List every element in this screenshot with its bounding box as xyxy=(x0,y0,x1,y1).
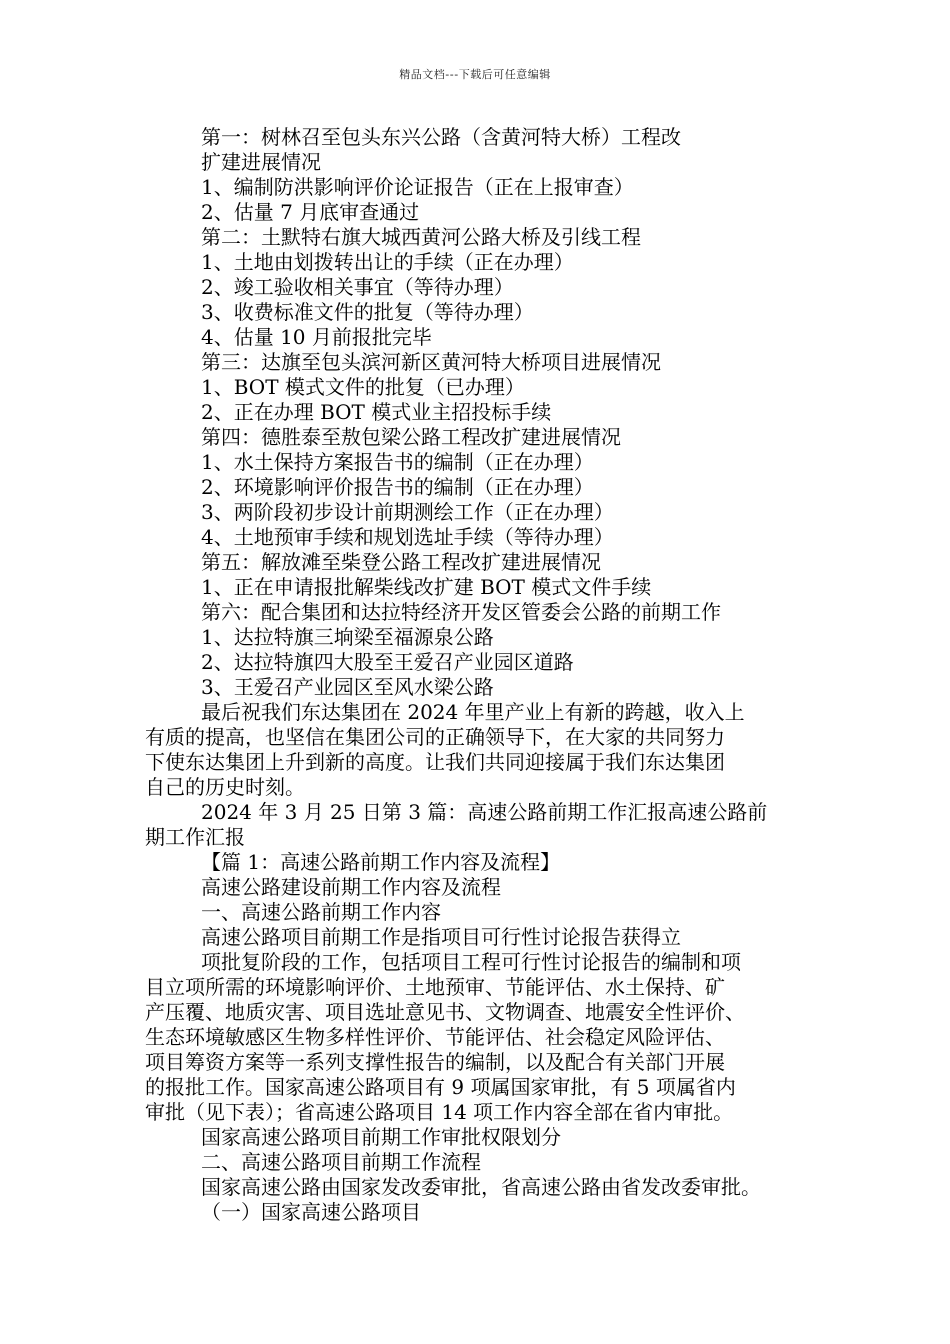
list-item: 1、水土保持方案报告书的编制（正在办理） xyxy=(201,450,594,474)
list-item: 2、达拉特旗四大股至王爱召产业园区道路 xyxy=(201,650,574,674)
list-item: 4、土地预审手续和规划选址手续（等待办理） xyxy=(201,525,614,549)
section-heading: 第五：解放滩至柴登公路工程改扩建进展情况 xyxy=(201,550,601,574)
paragraph-line: 有质的提高，也坚信在集团公司的正确领导下，在大家的共同努力 xyxy=(145,725,725,749)
list-item: 3、王爱召产业园区至风水梁公路 xyxy=(201,675,494,699)
section-heading: （一）国家高速公路项目 xyxy=(201,1200,421,1224)
paragraph-line: 期工作汇报 xyxy=(145,825,245,849)
section-heading: 第四：德胜泰至敖包梁公路工程改扩建进展情况 xyxy=(201,425,621,449)
section-heading: 第二：土默特右旗大城西黄河公路大桥及引线工程 xyxy=(201,225,641,249)
list-item: 1、达拉特旗三垧梁至福源泉公路 xyxy=(201,625,494,649)
section-heading: 第六：配合集团和达拉特经济开发区管委会公路的前期工作 xyxy=(201,600,721,624)
paragraph-line: 生态环境敏感区生物多样性评价、节能评估、社会稳定风险评估、 xyxy=(145,1025,725,1049)
section-heading: 第一：树林召至包头东兴公路（含黄河特大桥）工程改 xyxy=(201,125,681,149)
paragraph-line: 下使东达集团上升到新的高度。让我们共同迎接属于我们东达集团 xyxy=(145,750,725,774)
list-item: 1、土地由划拨转出让的手续（正在办理） xyxy=(201,250,574,274)
list-item: 3、收费标准文件的批复（等待办理） xyxy=(201,300,534,324)
list-item: 2、正在办理 BOT 模式业主招投标手续 xyxy=(201,400,552,424)
paragraph-line: 项目筹资方案等一系列支撑性报告的编制，以及配合有关部门开展 xyxy=(145,1050,725,1074)
list-item: 1、正在申请报批解柴线改扩建 BOT 模式文件手续 xyxy=(201,575,652,599)
section-heading: 一、高速公路前期工作内容 xyxy=(201,900,441,924)
paragraph-line: 产压覆、地质灾害、项目选址意见书、文物调查、地震安全性评价、 xyxy=(145,1000,745,1024)
list-item: 3、两阶段初步设计前期测绘工作（正在办理） xyxy=(201,500,614,524)
section-heading: 高速公路建设前期工作内容及流程 xyxy=(201,875,501,899)
list-item: 1、BOT 模式文件的批复（已办理） xyxy=(201,375,525,399)
list-item: 2、竣工验收相关事宜（等待办理） xyxy=(201,275,514,299)
text-line: 扩建进展情况 xyxy=(201,150,321,174)
section-heading: 国家高速公路项目前期工作审批权限划分 xyxy=(201,1125,561,1149)
paragraph-line: 目立项所需的环境影响评价、土地预审、节能评估、水土保持、矿 xyxy=(145,975,725,999)
chapter-title: 【篇 1：高速公路前期工作内容及流程】 xyxy=(201,850,561,874)
paragraph-line: 的报批工作。国家高速公路项目有 9 项属国家审批，有 5 项属省内 xyxy=(145,1075,736,1099)
paragraph-line: 最后祝我们东达集团在 2024 年里产业上有新的跨越，收入上 xyxy=(201,700,745,724)
paragraph-line: 高速公路项目前期工作是指项目可行性讨论报告获得立 xyxy=(201,925,681,949)
list-item: 2、环境影响评价报告书的编制（正在办理） xyxy=(201,475,594,499)
list-item: 4、估量 10 月前报批完毕 xyxy=(201,325,432,349)
paragraph-line: 自己的历史时刻。 xyxy=(145,775,305,799)
section-heading: 第三：达旗至包头滨河新区黄河特大桥项目进展情况 xyxy=(201,350,661,374)
list-item: 2、估量 7 月底审查通过 xyxy=(201,200,420,224)
paragraph-line: 国家高速公路由国家发改委审批，省高速公路由省发改委审批。 xyxy=(201,1175,761,1199)
list-item: 1、编制防洪影响评价论证报告（正在上报审查） xyxy=(201,175,634,199)
page-header: 精品文档---下载后可任意编辑 xyxy=(399,68,551,81)
paragraph-line: 审批（见下表）；省高速公路项目 14 项工作内容全部在省内审批。 xyxy=(145,1100,734,1124)
paragraph-line: 项批复阶段的工作，包括项目工程可行性讨论报告的编制和项 xyxy=(201,950,741,974)
section-heading: 二、高速公路项目前期工作流程 xyxy=(201,1150,481,1174)
paragraph-line: 2024 年 3 月 25 日第 3 篇：高速公路前期工作汇报高速公路前 xyxy=(201,800,768,824)
